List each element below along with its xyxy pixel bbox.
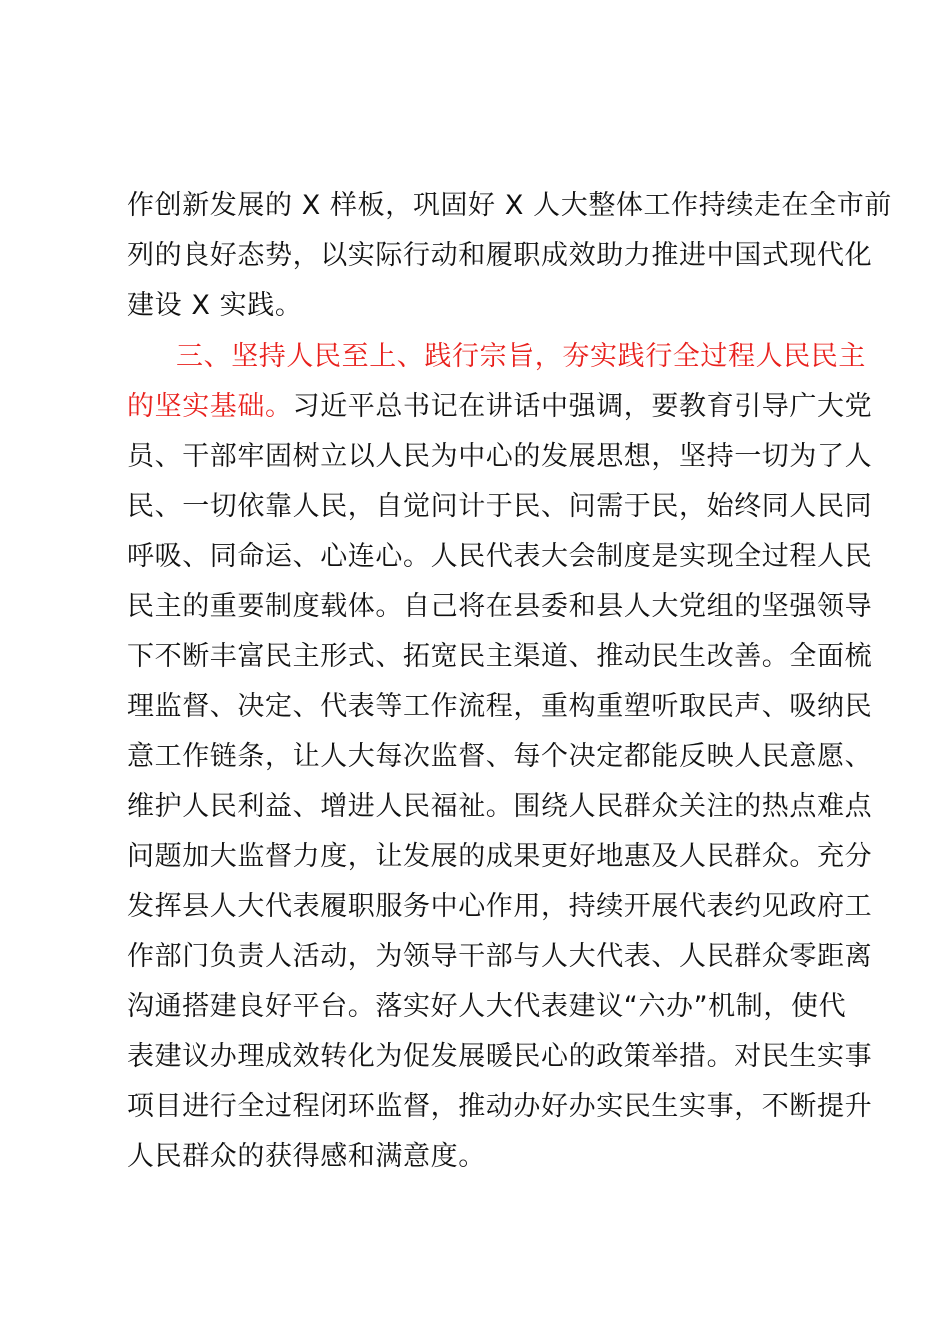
body-text-line xyxy=(127,584,873,630)
section-heading-text: 的坚实基础。 xyxy=(127,391,293,422)
body-text-line xyxy=(127,734,873,780)
body-text-line xyxy=(127,784,873,830)
line-text: 问题加大监督力度，让发展的成果更好地惠及人民群众。充分 xyxy=(127,841,873,872)
line-text: 理监督、决定、代表等工作流程，重构重塑听取民声、吸纳民 xyxy=(127,691,873,722)
line-text: 呼吸、同命运、心连心。人民代表大会制度是实现全过程人民 xyxy=(127,541,873,572)
line-text: 习近平总书记在讲话中强调，要教育引导广大党 xyxy=(292,391,873,422)
body-text-line xyxy=(127,233,873,279)
line-text: 员、干部牢固树立以人民为中心的发展思想，坚持一切为了人 xyxy=(127,441,873,472)
body-text-line xyxy=(127,384,873,430)
body-text-line xyxy=(127,1034,873,1080)
body-text-line xyxy=(127,434,873,480)
body-text-line xyxy=(127,1084,873,1130)
body-text-line xyxy=(127,534,873,580)
body-text-line xyxy=(127,684,873,730)
section-heading-line xyxy=(176,334,886,380)
line-text: 项目进行全过程闭环监督，推动办好办实民生实事，不断提升 xyxy=(127,1091,873,1122)
body-text-line xyxy=(127,183,892,229)
line-text: 民、一切依靠人民，自觉问计于民、问需于民，始终同人民同 xyxy=(127,491,873,522)
line-text: 建设 X 实践。 xyxy=(127,290,303,321)
line-text: 表建议办理成效转化为促发展暖民心的政策举措。对民生实事 xyxy=(127,1041,873,1072)
line-text: 意工作链条，让人大每次监督、每个决定都能反映人民意愿、 xyxy=(127,741,873,772)
section-heading-text: 三、坚持人民至上、践行宗旨，夯实践行全过程人民民主 xyxy=(176,341,866,372)
line-text: 民主的重要制度载体。自己将在县委和县人大党组的坚强领导 xyxy=(127,591,873,622)
line-text: 沟通搭建良好平台。落实好人大代表建议“六办”机制，使代 xyxy=(127,991,847,1022)
body-text-line xyxy=(127,834,873,880)
line-text: 作部门负责人活动，为领导干部与人大代表、人民群众零距离 xyxy=(127,941,873,972)
body-text-line xyxy=(127,1134,837,1180)
body-text-line xyxy=(127,984,847,1030)
body-text-line xyxy=(127,283,837,329)
line-text: 发挥县人大代表履职服务中心作用，持续开展代表约见政府工 xyxy=(127,891,873,922)
line-text: 人民群众的获得感和满意度。 xyxy=(127,1141,486,1172)
body-text-line xyxy=(127,934,873,980)
body-text-line xyxy=(127,884,873,930)
line-text: 下不断丰富民主形式、拓宽民主渠道、推动民生改善。全面梳 xyxy=(127,641,873,672)
body-text-line xyxy=(127,484,873,530)
body-text-line xyxy=(127,634,873,680)
line-text: 列的良好态势，以实际行动和履职成效助力推进中国式现代化 xyxy=(127,240,873,271)
line-text: 作创新发展的 X 样板，巩固好 X 人大整体工作持续走在全市前 xyxy=(127,190,892,221)
line-text: 维护人民利益、增进人民福祉。围绕人民群众关注的热点难点 xyxy=(127,791,873,822)
